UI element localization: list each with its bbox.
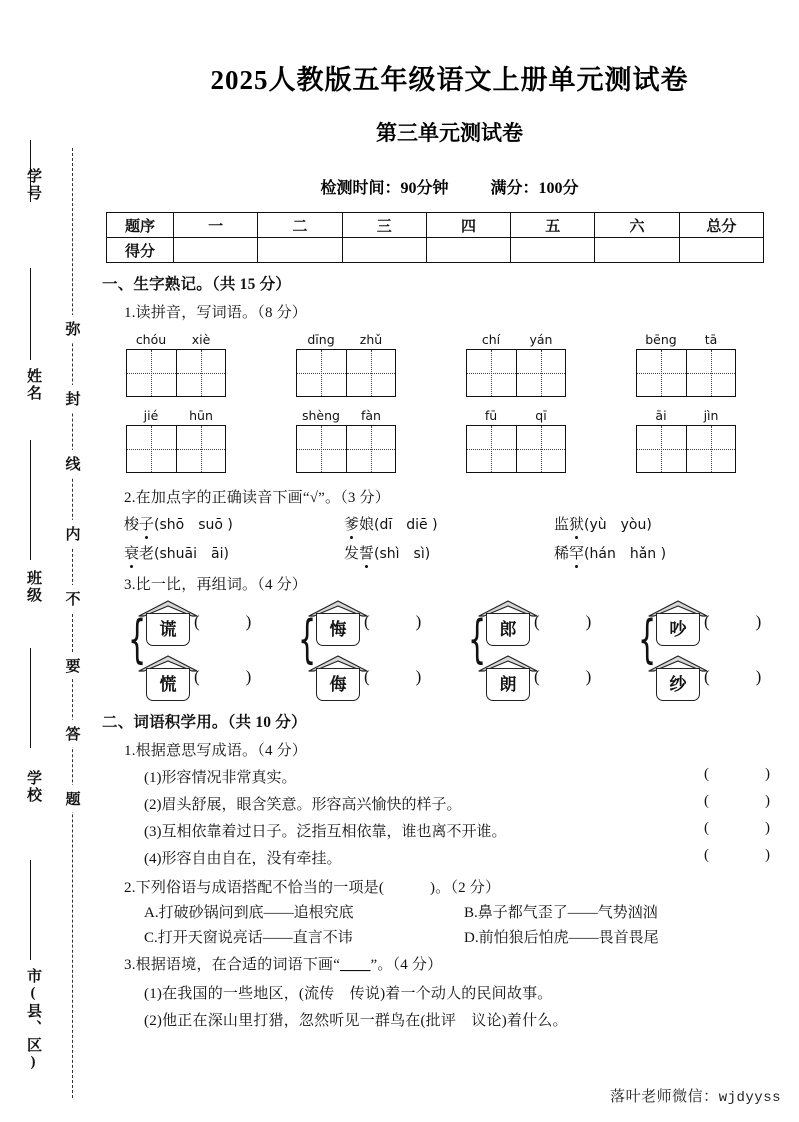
exam-info-line	[100, 175, 799, 198]
pronunciation-row-1	[124, 513, 799, 542]
word-prefix: 梭	[124, 517, 140, 533]
tianzi-box[interactable]	[126, 425, 226, 473]
pinyin-options[interactable]: (shuāi āi)	[154, 546, 229, 562]
seal-rule-5	[30, 860, 31, 960]
question-2-2-prompt	[124, 876, 799, 897]
score-col-5: 五	[511, 213, 595, 238]
pinyin-syllable: fàn	[361, 408, 381, 423]
pinyin-syllable: yán	[529, 332, 553, 347]
score-table-header-row	[107, 213, 764, 238]
pinyin-label-5	[126, 408, 226, 423]
question-2-3-prompt-pre: 3.根据语境，在合适的词语下画“	[124, 957, 341, 973]
idiom-definition: (4)形容自由自在，没有牵挂。	[144, 851, 342, 867]
score-value-4[interactable]	[426, 238, 510, 263]
tianzi-box[interactable]	[636, 425, 736, 473]
curly-brace-icon: {	[468, 610, 487, 670]
idiom-item-1	[144, 766, 799, 787]
house-group-2	[298, 600, 422, 704]
dotted-character: 罕	[569, 542, 584, 563]
answer-bracket[interactable]: ( )	[364, 667, 422, 686]
score-col-6: 六	[595, 213, 679, 238]
pronunciation-row-2	[124, 542, 799, 571]
pinyin-syllable: dīng	[307, 332, 335, 347]
dotted-character: 爹	[344, 513, 359, 534]
pinyin-syllable: jìn	[703, 408, 719, 423]
question-1-1-prompt: 1.读拼音，写词语。（8 分）	[124, 305, 308, 321]
answer-bracket[interactable]: ( )	[704, 820, 770, 836]
pinyin-label-8	[636, 408, 736, 423]
house-shape	[312, 655, 364, 701]
house-group-4	[638, 600, 762, 704]
pinyin-syllable: xiè	[191, 332, 211, 347]
option-d[interactable]: D.前怕狼后怕虎——畏首畏尾	[464, 930, 659, 946]
house-shape	[652, 655, 704, 701]
dotted-character: 誓	[359, 542, 374, 563]
seal-char-ti: 题	[63, 785, 83, 812]
pinyin-syllable: shèng	[302, 408, 340, 423]
pinyin-grid-row-1	[108, 332, 799, 408]
pinyin-syllable: zhǔ	[359, 332, 383, 347]
score-value-5[interactable]	[511, 238, 595, 263]
question-2-2-prompt-pre: 2.下列俗语与成语搭配不恰当的一项是(	[124, 880, 385, 896]
footer-watermark	[610, 1085, 781, 1106]
score-value-6[interactable]	[595, 238, 679, 263]
idiom-item-2	[144, 793, 799, 814]
house-shape	[142, 655, 194, 701]
answer-bracket[interactable]: ( )	[194, 612, 252, 631]
curly-brace-icon: {	[298, 610, 317, 670]
pinyin-syllable: qī	[535, 408, 547, 423]
house-shape	[482, 655, 534, 701]
pinyin-syllable: tā	[704, 332, 718, 347]
seal-char-feng: 封	[63, 385, 83, 412]
underline-mark: ＿＿	[340, 957, 371, 973]
house-word-zone	[110, 600, 799, 706]
answer-bracket[interactable]: ( )	[704, 612, 762, 631]
paper-body	[100, 0, 799, 1122]
pinyin-label-4	[636, 332, 736, 347]
pinyin-options[interactable]: (yù yòu)	[584, 517, 652, 533]
question-2-3-prompt-post: ”。（4 分）	[370, 957, 443, 973]
pinyin-grid-6[interactable]	[296, 408, 396, 473]
idiom-item-3	[144, 820, 799, 841]
pinyin-grid-4[interactable]	[636, 332, 736, 397]
score-table-row-label-score: 得分	[107, 238, 174, 263]
pinyin-label-2	[296, 332, 396, 347]
idiom-definition: (2)眉头舒展，眼含笑意。形容高兴愉快的样子。	[144, 797, 462, 813]
pinyin-syllable: chí	[481, 332, 501, 347]
seal-label-name: 姓名	[25, 368, 41, 402]
question-2-1-prompt: 1.根据意思写成语。（4 分）	[124, 743, 308, 759]
score-table-row-label-index: 题序	[107, 213, 174, 238]
score-value-total[interactable]	[679, 238, 763, 263]
curly-brace-icon: {	[638, 610, 657, 670]
pinyin-grid-2[interactable]	[296, 332, 396, 397]
question-1-2-prompt: 2.在加点字的正确读音下画“√”。（3 分）	[124, 490, 390, 506]
option-row-cd	[144, 926, 799, 951]
house-shape	[312, 600, 364, 646]
dotted-character: 子	[139, 513, 154, 534]
answer-bracket[interactable]: ( )	[534, 667, 592, 686]
word-prefix: 监	[554, 517, 570, 533]
word-suffix: 老	[139, 546, 155, 562]
answer-bracket[interactable]: ( )	[704, 766, 770, 782]
pinyin-grid-3[interactable]	[466, 332, 566, 397]
pinyin-syllable: fū	[484, 408, 498, 423]
score-col-2: 二	[258, 213, 342, 238]
pinyin-grid-1[interactable]	[126, 332, 226, 397]
seal-char-bu: 不	[63, 585, 83, 612]
curly-brace-icon: {	[128, 610, 147, 670]
score-table-value-row	[107, 238, 764, 263]
pinyin-label-6	[296, 408, 396, 423]
pronunciation-item-xihan[interactable]	[554, 542, 666, 563]
question-1-3-prompt: 3.比一比，再组词。（4 分）	[124, 577, 308, 593]
exam-time-label: 检测时间：90分钟	[320, 180, 449, 197]
seal-rule-2	[30, 268, 31, 360]
score-value-1[interactable]	[174, 238, 258, 263]
answer-bracket[interactable]: ( )	[364, 612, 422, 631]
idiom-definition: (3)互相依靠着过日子。泛指互相依靠，谁也离不开谁。	[144, 824, 507, 840]
word-prefix: 稀	[554, 546, 570, 562]
house-character: 吵	[656, 613, 700, 646]
page-subtitle: 第三单元测试卷	[376, 121, 523, 145]
pronunciation-item-jianyu[interactable]	[554, 513, 652, 534]
house-shape	[142, 600, 194, 646]
dotted-character: 狱	[569, 513, 584, 534]
pinyin-grid-5[interactable]	[126, 408, 226, 473]
pronunciation-item-suozi[interactable]	[124, 513, 233, 534]
tianzi-box[interactable]	[636, 349, 736, 397]
page-title: 2025人教版五年级语文上册单元测试卷	[210, 65, 689, 95]
answer-bracket[interactable]: ( )	[194, 667, 252, 686]
house-character: 谎	[146, 613, 190, 646]
score-value-2[interactable]	[258, 238, 342, 263]
seal-label-city: 市(县、区)	[25, 968, 41, 1072]
question-2-3-prompt	[124, 953, 799, 974]
pinyin-label-1	[126, 332, 226, 347]
tianzi-box[interactable]	[296, 425, 396, 473]
pinyin-label-3	[466, 332, 566, 347]
pinyin-syllable: bēng	[645, 332, 677, 347]
answer-bracket[interactable]: ( )	[704, 667, 762, 686]
house-group-3	[468, 600, 592, 704]
score-col-total: 总分	[679, 213, 763, 238]
seal-dashed-line	[72, 148, 73, 1098]
house-character: 郎	[486, 613, 530, 646]
tianzi-box[interactable]	[466, 425, 566, 473]
score-col-4: 四	[426, 213, 510, 238]
seal-rule-4	[30, 648, 31, 748]
question-2-2-prompt-post: )。（2 分）	[430, 880, 501, 896]
pinyin-label-7	[466, 408, 566, 423]
seal-char-yao: 要	[63, 652, 83, 679]
pinyin-grid-7[interactable]	[466, 408, 566, 473]
score-table	[106, 212, 764, 263]
tianzi-box[interactable]	[296, 349, 396, 397]
section-2-heading: 二、词语积学用。（共 10 分）	[102, 714, 307, 731]
seal-column	[0, 0, 100, 1122]
section-1-heading: 一、生字熟记。（共 15 分）	[102, 276, 292, 293]
pronunciation-item-fashi[interactable]	[344, 542, 430, 563]
word-suffix: 娘	[359, 517, 375, 533]
tianzi-box[interactable]	[126, 349, 226, 397]
seal-char-xian: 线	[63, 450, 83, 477]
footer-label: 落叶老师微信：	[610, 1089, 719, 1105]
pinyin-syllable: jié	[143, 408, 159, 423]
pinyin-syllable: hūn	[189, 408, 213, 423]
answer-bracket[interactable]: ( )	[534, 612, 592, 631]
pinyin-grid-8[interactable]	[636, 408, 736, 473]
option-b[interactable]: B.鼻子都气歪了——气势汹汹	[464, 905, 658, 921]
house-character: 纱	[656, 668, 700, 701]
house-character: 慌	[146, 668, 190, 701]
idiom-definition: (1)形容情况非常真实。	[144, 770, 297, 786]
seal-rule-3	[30, 440, 31, 560]
score-value-3[interactable]	[342, 238, 426, 263]
full-score-label: 满分：100分	[490, 180, 579, 197]
house-character: 朗	[486, 668, 530, 701]
option-c[interactable]: C.打开天窗说亮话——直言不讳	[144, 930, 353, 946]
dotted-character: 衰	[124, 542, 139, 563]
house-character: 悔	[316, 613, 360, 646]
seal-char-nei: 内	[63, 520, 83, 547]
tianzi-box[interactable]	[466, 349, 566, 397]
option-a[interactable]: A.打破砂锅问到底——追根究底	[144, 905, 354, 921]
house-group-1	[128, 600, 252, 704]
pronunciation-item-shuailao[interactable]	[124, 542, 229, 563]
context-sentence-2[interactable]: (2)他正在深山里打猎，忽然听见一群鸟在(批评 议论)着什么。	[144, 1013, 568, 1029]
pinyin-options[interactable]: (dī diē )	[374, 517, 438, 533]
pinyin-syllable: chóu	[135, 332, 167, 347]
pinyin-options[interactable]: (hán hǎn )	[584, 546, 667, 562]
option-row-ab	[144, 901, 799, 926]
context-sentence-1[interactable]: (1)在我国的一些地区，(流传 传说)着一个动人的民间故事。	[144, 986, 553, 1002]
idiom-item-4	[144, 847, 799, 868]
footer-wechat-id: wjdyyss	[718, 1090, 781, 1106]
house-shape	[652, 600, 704, 646]
house-character: 侮	[316, 668, 360, 701]
answer-bracket[interactable]: ( )	[704, 847, 770, 863]
pronunciation-item-dieniang[interactable]	[344, 513, 438, 534]
pinyin-options[interactable]: (shō suō )	[154, 517, 233, 533]
score-col-3: 三	[342, 213, 426, 238]
seal-label-student-id: 学号	[25, 168, 41, 202]
score-col-1: 一	[174, 213, 258, 238]
answer-bracket[interactable]: ( )	[704, 793, 770, 809]
seal-char-mi: 弥	[63, 315, 83, 342]
seal-label-school: 学校	[25, 770, 41, 804]
pinyin-options[interactable]: (shì sì)	[374, 546, 431, 562]
word-prefix: 发	[344, 546, 360, 562]
house-shape	[482, 600, 534, 646]
pinyin-syllable: āi	[655, 408, 667, 423]
pinyin-grid-row-2	[108, 408, 799, 484]
seal-label-class: 班级	[25, 570, 41, 604]
seal-char-da: 答	[63, 720, 83, 747]
